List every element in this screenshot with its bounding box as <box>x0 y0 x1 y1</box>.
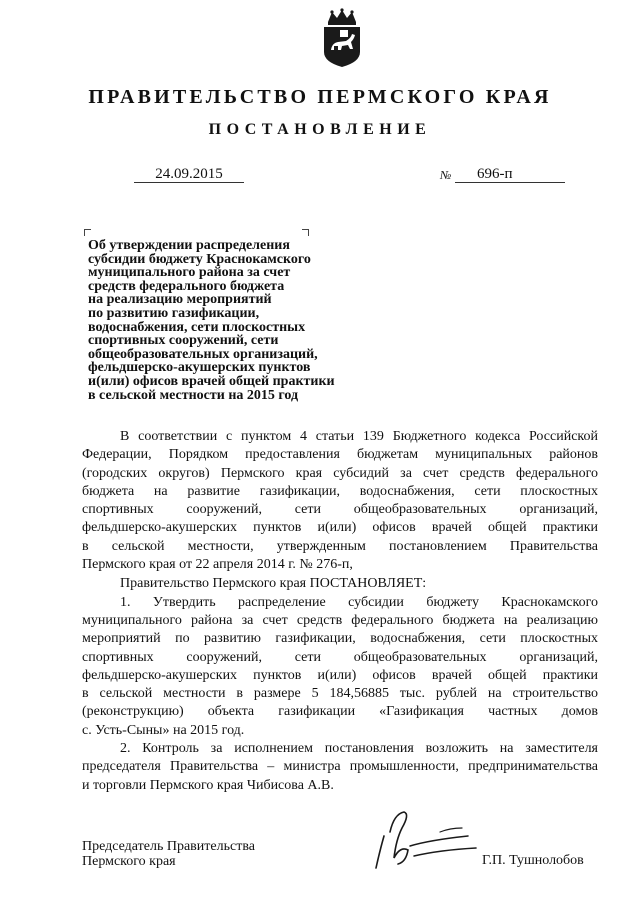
document-date: 24.09.2015 <box>134 166 244 183</box>
document-title <box>88 239 388 402</box>
title-line: муниципального района за счет <box>88 265 291 281</box>
item-2-paragraph <box>82 740 598 795</box>
title-line: спортивных сооружений, сети <box>88 333 279 349</box>
body-line: с. Усть-Сыны» на 2015 год. <box>82 722 245 738</box>
body-line: бюджета на развитие газификации, водоснабжения, сети плоскостных <box>82 483 598 499</box>
title-bracket-left <box>84 229 91 236</box>
body-line: и торговли Пермского края Чибисова А.В. <box>82 777 334 793</box>
title-line: субсидии бюджету Краснокамского <box>88 251 311 267</box>
signatory-name: Г.П. Тушнолобов <box>482 853 584 868</box>
body-line: в сельской местности в размере 5 184,56885 тыс. рублей на строительство <box>82 686 598 702</box>
body-line: в сельской местности, утвержденным постановлением Правительства <box>82 538 598 554</box>
document-number-field <box>455 166 565 183</box>
title-line: Об утверждении распределения <box>88 238 290 253</box>
item-1-paragraph <box>82 594 598 740</box>
authority-heading: ПРАВИТЕЛЬСТВО ПЕРМСКОГО КРАЯ <box>88 86 552 108</box>
document-body <box>82 428 598 795</box>
body-line: Федерации, Порядком предоставления бюджетам муниципальных районов <box>82 447 598 463</box>
resolution-clause: Правительство Пермского края ПОСТАНОВЛЯЕТ: <box>120 576 427 592</box>
handwritten-signature <box>370 806 482 872</box>
position-line: Пермского края <box>82 854 176 869</box>
body-line: 1. Утвердить распределение субсидии бюджету Краснокамского <box>120 594 598 610</box>
title-line: на реализацию мероприятий <box>88 292 272 308</box>
body-line: (городских округов) Пермского края субсидий за счет средств федерального <box>82 465 598 481</box>
title-line: средств федерального бюджета <box>88 278 285 294</box>
title-line: в сельской местности на 2015 год <box>88 387 299 403</box>
body-line: председателя Правительства – министра промышленности, предпринимательства <box>82 759 598 775</box>
title-line: по развитию газификации, <box>88 305 260 321</box>
position-line: Председатель Правительства <box>82 839 255 854</box>
body-line: В соответствии с пунктом 4 статьи 139 Бюджетного кодекса Российской <box>120 429 598 444</box>
title-line: общеобразовательных организаций, <box>88 346 318 362</box>
number-sign: № <box>440 168 452 182</box>
body-line: спортивных сооружений, сети общеобразовательных организаций, <box>82 649 598 665</box>
title-line: фельдшерско-акушерских пунктов <box>88 360 311 376</box>
body-line: спортивных сооружений, сети общеобразовательных организаций, <box>82 502 598 518</box>
body-line: Пермского края от 22 апреля 2014 г. № 276-п, <box>82 557 353 573</box>
title-line: и(или) офисов врачей общей практики <box>88 373 335 389</box>
body-line: 2. Контроль за исполнением постановления возложить на заместителя <box>120 741 598 757</box>
body-line: (реконструкцию) объекта газификации «Газификация частных домов <box>82 704 598 720</box>
body-line: муниципального района за счет средств федерального бюджета на реализацию <box>82 612 598 628</box>
document-number: 696-п <box>477 166 513 182</box>
body-line: фельдшерско-акушерских пунктов и(или) офисов врачей общей практики <box>82 667 598 683</box>
preamble-paragraph <box>82 428 598 574</box>
body-line: мероприятий по развитию газификации, водоснабжения, сети плоскостных <box>82 631 598 647</box>
signatory-position <box>82 839 255 869</box>
title-line: водоснабжения, сети плоскостных <box>88 319 306 335</box>
title-bracket-right <box>302 229 309 236</box>
coat-of-arms-icon <box>320 8 364 68</box>
body-line: фельдшерско-акушерских пунктов и(или) офисов врачей общей практики <box>82 520 598 536</box>
document-type-heading: ПОСТАНОВЛЕНИЕ <box>208 121 432 138</box>
